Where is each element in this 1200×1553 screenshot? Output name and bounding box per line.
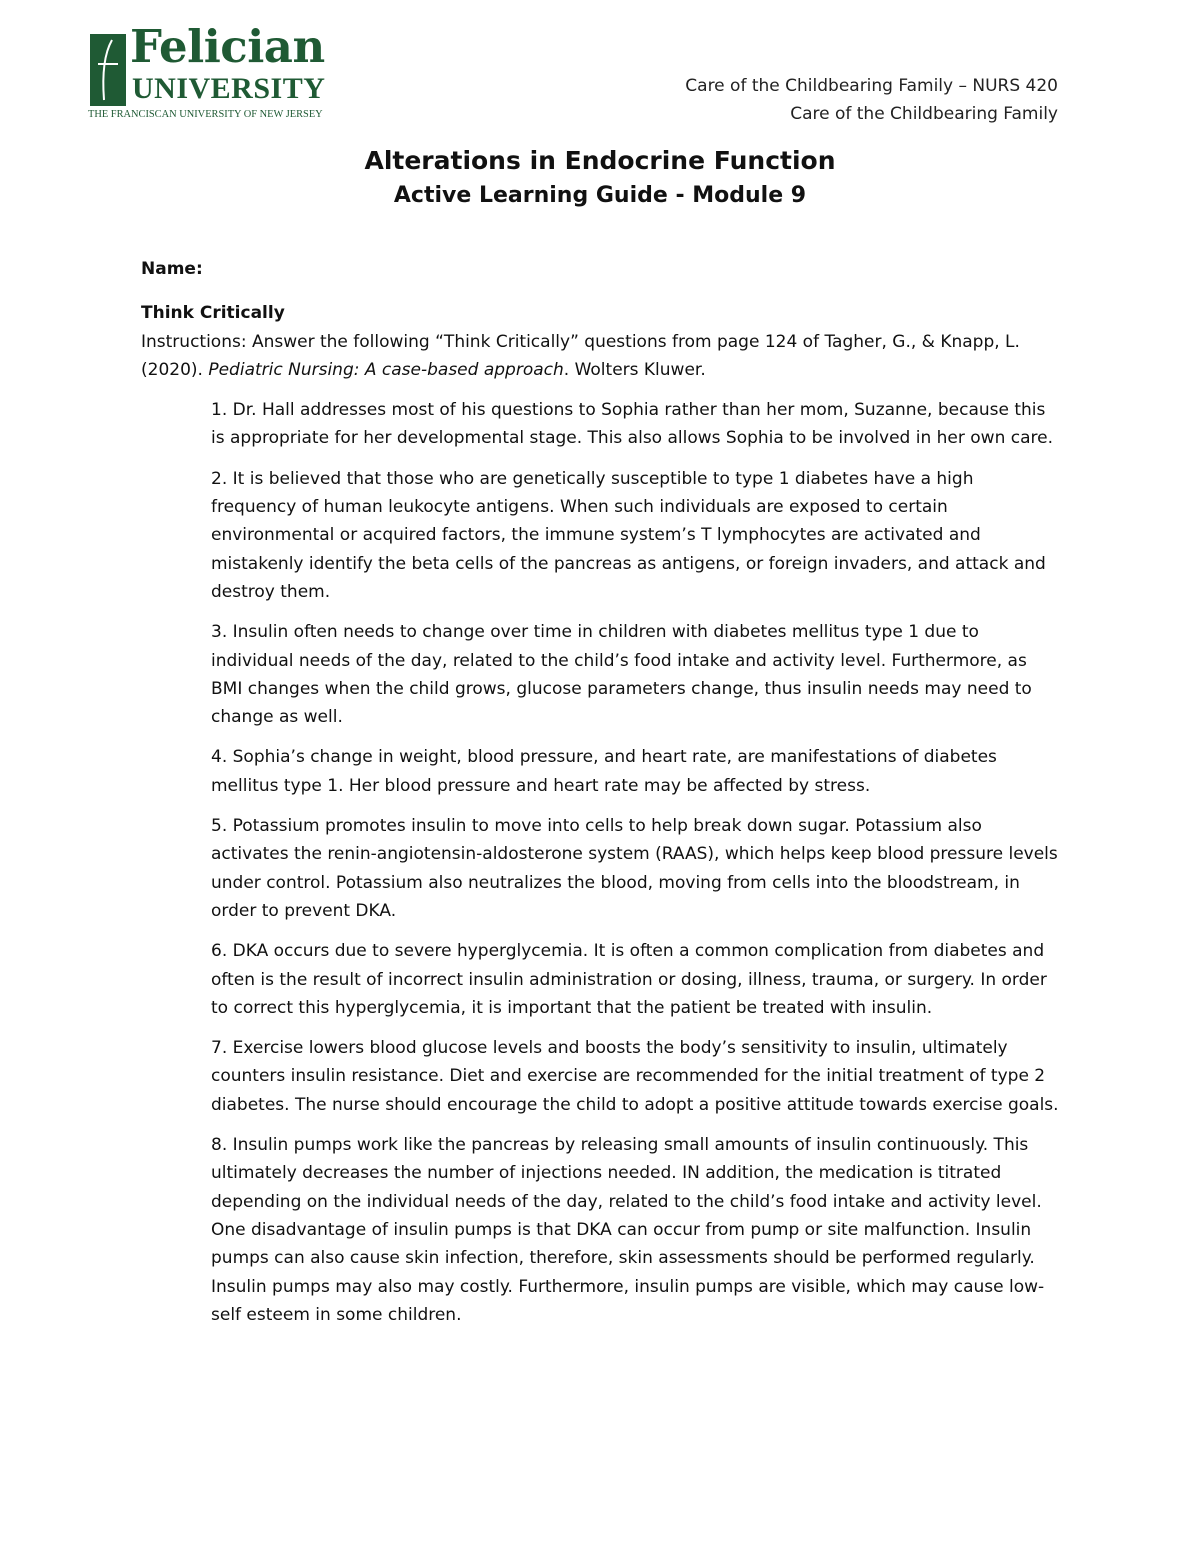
answer-number: 5. <box>211 816 228 837</box>
logo-tagline: THE FRANCISCAN UNIVERSITY OF NEW JERSEY <box>88 109 323 120</box>
university-logo <box>88 20 338 123</box>
answer-item <box>211 1131 1061 1329</box>
answer-item <box>211 618 1061 731</box>
answer-item <box>211 465 1061 606</box>
logo-wordmark: Felician <box>130 20 325 73</box>
answer-number: 2. <box>211 468 228 489</box>
course-line: Care of the Childbearing Family – NURS 420 <box>685 76 1058 96</box>
answer-number: 1. <box>211 400 228 421</box>
answer-item <box>211 396 1061 453</box>
instructions-post: . Wolters Kluwer. <box>563 359 706 380</box>
instructions-book-title: Pediatric Nursing: A case-based approach <box>208 359 564 380</box>
course-header <box>685 72 1058 128</box>
instructions-pre: Instructions: Answer the following “Think Critically” questions from page 124 of Tagher, G., & Knapp, L. (2020). <box>141 331 1020 380</box>
title-sub: Active Learning Guide - Module 9 <box>393 183 807 208</box>
answer-item <box>211 937 1061 1022</box>
answer-number: 3. <box>211 622 228 643</box>
course-name: Care of the Childbearing Family <box>790 104 1058 124</box>
answer-text: Potassium promotes insulin to move into cells to help break down sugar. Potassium also activates the renin-angiotensin-aldosterone system (RAAS), which helps keep blood pressure levels under control. Potassium also neutralizes the blood, moving from cells into the bloodstream, in order to prevent DKA. <box>211 816 1058 921</box>
answer-item <box>211 812 1061 925</box>
answer-text: It is believed that those who are genetically susceptible to type 1 diabetes have a high frequency of human leukocyte antigens. When such individuals are exposed to certain environmental or acquired factors, the immune system’s T lymphocytes are activated and mistakenly identify the beta cells of the pancreas as antigens, or foreign invaders, and attack and destroy them. <box>211 468 1046 602</box>
answer-text: Exercise lowers blood glucose levels and boosts the body’s sensitivity to insulin, ultimately counters insulin resistance. Diet and exercise are recommended for the initial treatment of type 2 diabetes. The nurse should encourage the child to adopt a positive attitude towards exercise goals. <box>211 1038 1059 1115</box>
name-label: Name: <box>141 259 203 279</box>
answer-item <box>211 1034 1061 1119</box>
answer-text: Insulin pumps work like the pancreas by releasing small amounts of insulin continuously. This ultimately decreases the number of injections needed. IN addition, the medication is titrated depending on the individual needs of the day, related to the child’s food intake and activity level. One disadvantage of insulin pumps is that DKA can occur from pump or site malfunction. Insulin pumps can also cause skin infection, therefore, skin assessments should be performed regularly. Insulin pumps may also may costly. Furthermore, insulin pumps are visible, which may cause low-self esteem in some children. <box>211 1135 1045 1325</box>
answer-text: DKA occurs due to severe hyperglycemia. It is often a common complication from diabetes and often is the result of incorrect insulin administration or dosing, illness, trauma, or surgery. In order to correct this hyperglycemia, it is important that the patient be treated with insulin. <box>211 941 1047 1018</box>
answer-number: 4. <box>211 747 228 768</box>
answer-number: 7. <box>211 1038 228 1059</box>
answer-text: Insulin often needs to change over time in children with diabetes mellitus type 1 due to individual needs of the day, related to the child’s food intake and activity level. Furthermore, as BMI changes when the child grows, glucose parameters change, thus insulin needs may need to change as well. <box>211 622 1032 728</box>
answer-list <box>141 396 1061 1329</box>
instructions <box>141 328 1061 385</box>
section-heading: Think Critically <box>141 303 285 324</box>
title-main: Alterations in Endocrine Function <box>364 146 836 175</box>
document-title <box>0 143 1200 213</box>
answer-item <box>211 743 1061 800</box>
logo-university: UNIVERSITY <box>132 72 326 105</box>
answer-text: Sophia’s change in weight, blood pressure, and heart rate, are manifestations of diabetes mellitus type 1. Her blood pressure and heart rate may be affected by stress. <box>211 747 997 796</box>
answer-text: Dr. Hall addresses most of his questions to Sophia rather than her mom, Suzanne, because this is appropriate for her developmental stage. This also allows Sophia to be involved in her own care. <box>211 400 1053 449</box>
answer-number: 6. <box>211 941 228 962</box>
document-body <box>141 255 1061 1341</box>
answer-number: 8. <box>211 1135 228 1156</box>
